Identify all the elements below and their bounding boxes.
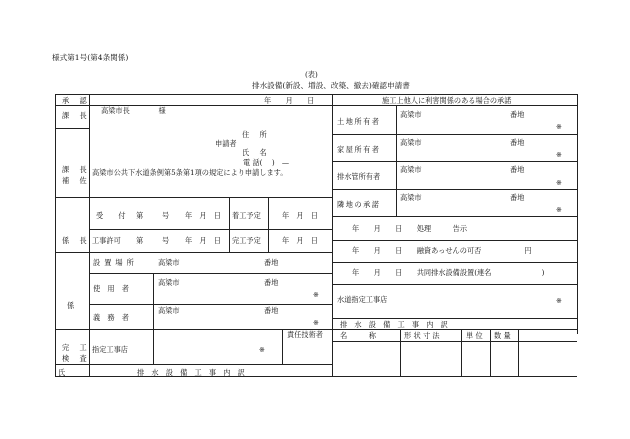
shiyosha-city: 高梁市 — [158, 278, 180, 287]
col-name: 名 称 — [340, 331, 376, 340]
hline — [332, 329, 577, 330]
hline — [55, 364, 332, 365]
consent-row-city: 高梁市 — [400, 193, 422, 202]
gimusha-label: 義 務 者 — [93, 313, 129, 322]
shori-row: 年 月 日 処理 告示 — [352, 224, 468, 233]
col-unit: 単 位 — [466, 331, 483, 340]
right-koji-uchiwake: 排 水 設 備 工 事 内 訳 — [340, 320, 448, 329]
approval-label: 承 認 — [62, 96, 91, 105]
consent-title: 施工上他人に利害関係のある場合の承諾 — [382, 96, 512, 105]
uketsuke-label: 受 付 — [96, 211, 130, 220]
yushi-row: 年 月 日 融資あっせんの可否 円 — [352, 246, 532, 255]
col-qty: 数 量 — [494, 331, 511, 340]
setchi-city: 高梁市 — [158, 258, 180, 267]
shiyosha-mark: ※ — [313, 290, 320, 299]
form-title: 排水設備(新設、増設、改築、撤去)確認申請書 — [252, 81, 410, 90]
consent-row-label: 隣地の承諾 — [337, 200, 381, 209]
vline — [282, 329, 283, 364]
consent-row-label: 土地所有者 — [337, 117, 381, 126]
vline — [153, 329, 154, 364]
vline — [518, 329, 519, 376]
kyoka-dai: 第 — [136, 236, 144, 245]
hline — [332, 341, 577, 342]
sekinin-label: 責任技術者 — [287, 330, 323, 339]
hline — [89, 273, 332, 274]
vline — [461, 329, 462, 376]
consent-row-label: 家屋所有者 — [337, 145, 381, 154]
kacho-hosa-label: 課 長 補 佐 — [62, 165, 91, 185]
left-koji-uchiwake: 排 水 設 備 工 事 内 訳 — [137, 368, 245, 377]
vline — [268, 197, 269, 252]
kanko-date: 年 月 日 — [282, 236, 318, 245]
applicant-label: 申請者 — [215, 139, 237, 148]
uketsuke-go: 号 — [162, 211, 170, 220]
side-label: (表) — [305, 70, 318, 79]
chakko-label: 着工予定 — [232, 211, 261, 220]
kakari-label: 係 — [67, 301, 79, 310]
consent-row-banchi: 番地 — [510, 110, 525, 119]
consent-row-mark: ※ — [556, 150, 563, 159]
phone-label: 電 話( ) — — [243, 158, 290, 167]
consent-row-banchi: 番地 — [510, 193, 525, 202]
shitei-koji-label: 指定工事店 — [92, 345, 128, 354]
consent-row-label: 排水管所有者 — [337, 172, 381, 181]
vline — [490, 329, 491, 376]
hline — [332, 318, 577, 319]
hline — [332, 161, 577, 162]
gimusha-city: 高梁市 — [158, 306, 180, 315]
kakaricho-label: 係 長 — [62, 236, 91, 245]
hline — [55, 252, 332, 253]
consent-row-city: 高梁市 — [400, 138, 422, 147]
kyoka-go: 号 — [162, 236, 170, 245]
vline — [229, 197, 230, 252]
hline — [55, 197, 332, 198]
koji-kyoka-label: 工事許可 — [92, 236, 121, 245]
setchi-banchi: 番地 — [264, 258, 279, 267]
kacho-label: 課 長 — [62, 111, 91, 120]
vline — [396, 105, 397, 216]
application-statement: 高梁市公共下水道条例第5条第1項の規定により申請します。 — [92, 168, 288, 177]
hline — [332, 240, 577, 241]
col-size: 形 状 寸 法 — [404, 331, 440, 340]
table-right-border — [577, 94, 578, 334]
gimusha-mark: ※ — [313, 318, 320, 327]
vline — [400, 329, 401, 376]
gimusha-banchi: 番地 — [264, 306, 279, 315]
kanko-label: 完工予定 — [232, 236, 261, 245]
kyodo-row: 年 月 日 共同排水設備設置(連名 ) — [352, 268, 545, 277]
shiyosha-label: 使 用 者 — [93, 284, 129, 293]
hline — [332, 216, 577, 217]
approval-date: 年 月 日 — [264, 96, 315, 105]
hline — [332, 262, 577, 263]
hline — [55, 128, 89, 129]
label-column-divider — [89, 94, 90, 376]
uketsuke-dai: 第 — [136, 211, 144, 220]
kanko-kensa-label: 完 工 検 査 — [62, 343, 91, 363]
center-divider — [332, 94, 333, 376]
setchi-basho-label: 設置場所 — [93, 258, 138, 267]
consent-row-banchi: 番地 — [510, 138, 525, 147]
shi-label: 氏 — [58, 368, 66, 377]
table-top-border — [55, 94, 577, 95]
suido-shitei-mark: ※ — [556, 296, 563, 305]
hline — [89, 229, 332, 230]
suido-shitei-label: 水道指定工事店 — [337, 295, 388, 304]
addressee: 高梁市長 様 — [101, 106, 166, 115]
address-label: 住 所 — [242, 130, 271, 139]
kyoka-date: 年 月 日 — [185, 236, 221, 245]
consent-row-mark: ※ — [556, 122, 563, 131]
consent-row-city: 高梁市 — [400, 165, 422, 174]
consent-row-banchi: 番地 — [510, 165, 525, 174]
hline — [55, 105, 332, 106]
shitei-mark: ※ — [259, 345, 266, 354]
hline — [89, 304, 332, 305]
table-bottom-border — [55, 376, 577, 377]
form-number: 様式第1号(第4条関係) — [52, 53, 129, 62]
vline — [153, 273, 154, 329]
hline — [332, 105, 577, 106]
uketsuke-date: 年 月 日 — [185, 211, 221, 220]
consent-row-mark: ※ — [556, 205, 563, 214]
hline — [332, 134, 577, 135]
consent-row-mark: ※ — [556, 178, 563, 187]
table-left-border — [55, 94, 56, 376]
consent-row-city: 高梁市 — [400, 110, 422, 119]
shiyosha-banchi: 番地 — [264, 278, 279, 287]
hline — [332, 189, 577, 190]
name-label: 氏 名 — [242, 148, 271, 157]
chakko-date: 年 月 日 — [282, 211, 318, 220]
hline — [332, 284, 577, 285]
